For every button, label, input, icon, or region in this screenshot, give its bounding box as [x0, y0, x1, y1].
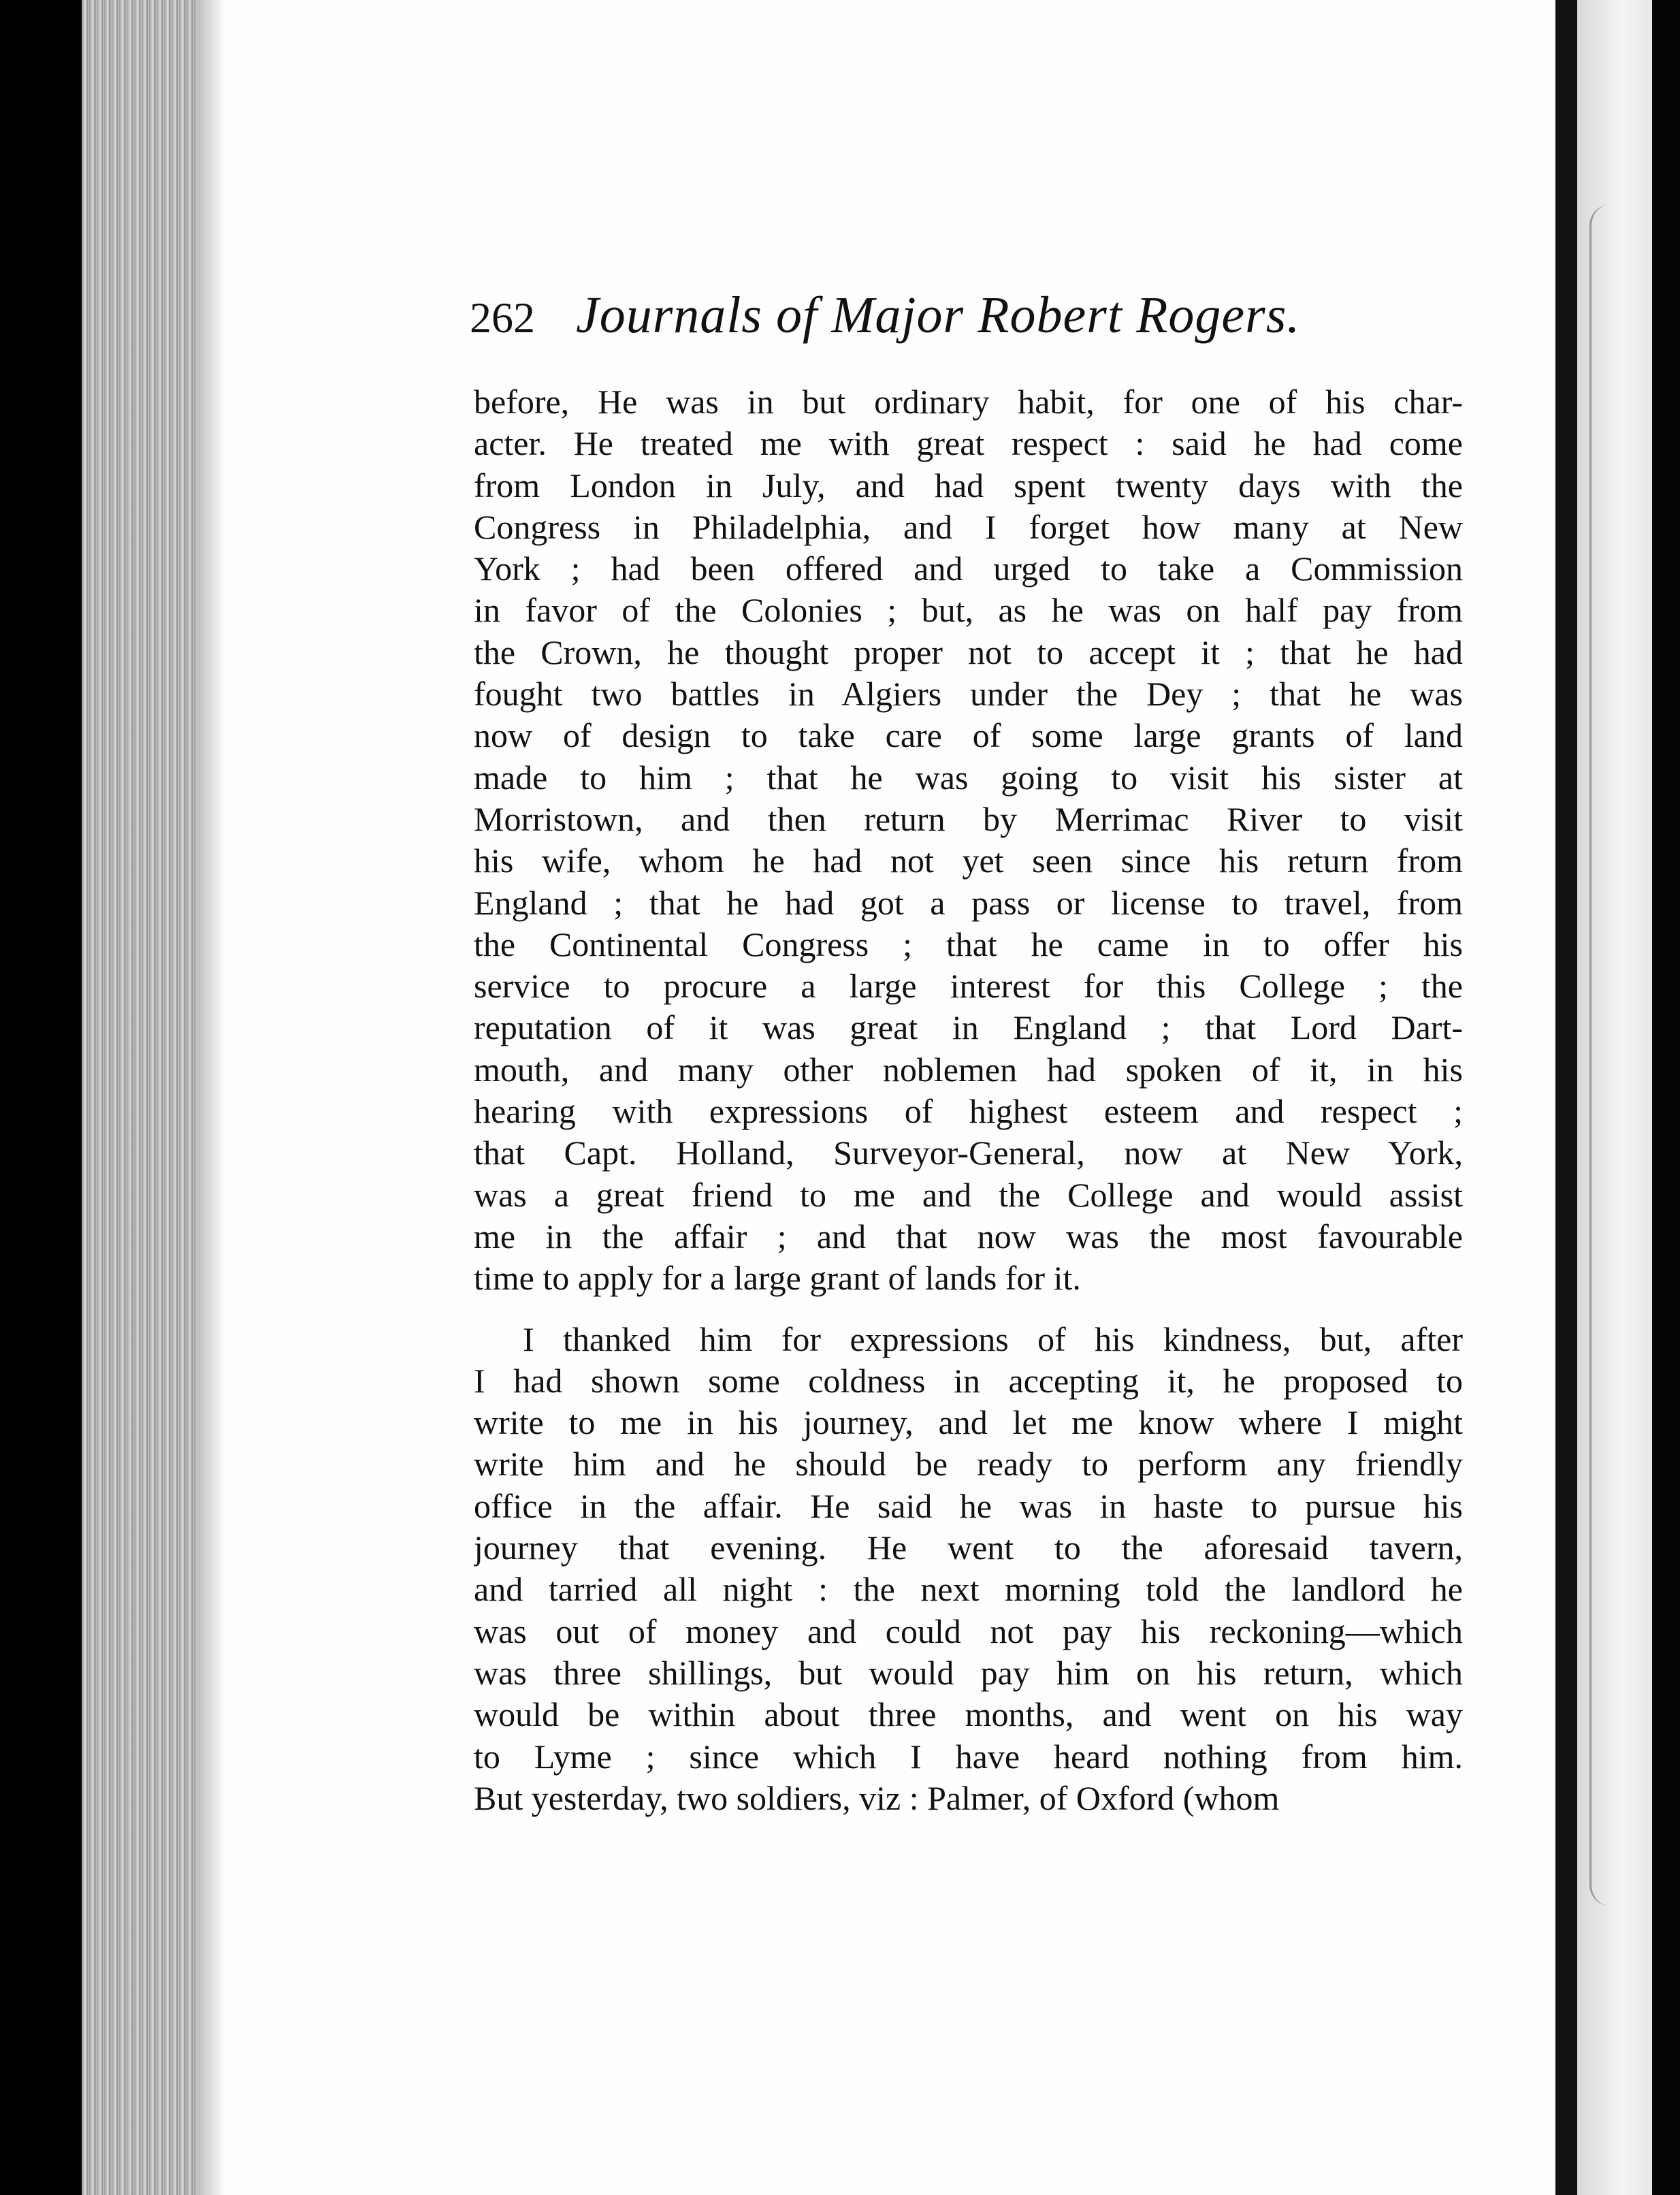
text-line: hearing with expressions of highest esteem and respect ;	[474, 1092, 1463, 1131]
paragraph-1	[474, 381, 1463, 1300]
text-line: I thanked him for expressions of his kindness, but, after	[523, 1319, 1463, 1358]
text-line: journey that evening. He went to the aforesaid tavern,	[474, 1528, 1463, 1567]
right-binding-strip	[1555, 0, 1577, 2195]
text-line: Morristown, and then return by Merrimac River to visit	[474, 799, 1463, 838]
text-line: fought two battles in Algiers under the Dey ; that he was	[474, 675, 1463, 714]
text-line: made to him ; that he was going to visit his sister at	[474, 758, 1463, 797]
text-line: the Continental Congress ; that he came in to offer his	[474, 925, 1463, 963]
text-line: I had shown some coldness in accepting it, he proposed to	[474, 1361, 1463, 1400]
text-line: service to procure a large interest for this College ; the	[474, 967, 1463, 1006]
page-number: 262	[470, 293, 535, 342]
text-line: the Crown, he thought proper not to accept it ; that he had	[474, 632, 1463, 671]
text-line: and tarried all night : the next morning told the landlord he	[474, 1570, 1463, 1609]
gutter-shadow	[197, 0, 225, 2195]
paragraph-2	[474, 1319, 1463, 1820]
text-line: was a great friend to me and the College and would assist	[474, 1175, 1463, 1214]
text-line: time to apply for a large grant of lands for it.	[474, 1259, 1081, 1298]
text-line: Congress in Philadelphia, and I forget how many at New	[474, 507, 1463, 546]
scan-border	[1652, 0, 1680, 2195]
binding-thread	[1589, 204, 1632, 1906]
body-text	[474, 381, 1463, 1819]
text-line: York ; had been offered and urged to take a Commission	[474, 549, 1463, 588]
text-line: to Lyme ; since which I have heard nothing from him.	[474, 1737, 1463, 1776]
text-line: now of design to take care of some large grants of land	[474, 716, 1463, 755]
text-line: was three shillings, but would pay him on his return, which	[474, 1653, 1463, 1692]
text-line: that Capt. Holland, Surveyor-General, now at New York,	[474, 1134, 1463, 1172]
text-line: before, He was in but ordinary habit, for one of his char-	[474, 383, 1463, 421]
text-line: write to me in his journey, and let me know where I might	[474, 1403, 1463, 1442]
text-line: mouth, and many other noblemen had spoken of it, in his	[474, 1050, 1463, 1089]
text-line: his wife, whom he had not yet seen since his return from	[474, 842, 1463, 880]
text-line: England ; that he had got a pass or license to travel, from	[474, 883, 1463, 922]
text-line: was out of money and could not pay his reckoning—which	[474, 1612, 1463, 1650]
text-line: reputation of it was great in England ; that Lord Dart-	[474, 1008, 1463, 1047]
book-page-edges	[82, 0, 201, 2195]
text-line: acter. He treated me with great respect : said he had come	[474, 424, 1463, 463]
text-line: would be within about three months, and went on his way	[474, 1695, 1463, 1734]
text-line: in favor of the Colonies ; but, as he was on half pay from	[474, 591, 1463, 630]
text-line: me in the affair ; and that now was the most favourable	[474, 1217, 1463, 1255]
text-line: office in the affair. He said he was in haste to pursue his	[474, 1486, 1463, 1525]
text-line: But yesterday, two soldiers, viz : Palmer, of Oxford (whom	[474, 1778, 1280, 1817]
text-line: from London in July, and had spent twenty days with the	[474, 466, 1463, 504]
text-line: write him and he should be ready to perform any friendly	[474, 1445, 1463, 1484]
running-head	[470, 286, 1334, 361]
running-title: Journals of Major Robert Rogers.	[576, 287, 1301, 344]
